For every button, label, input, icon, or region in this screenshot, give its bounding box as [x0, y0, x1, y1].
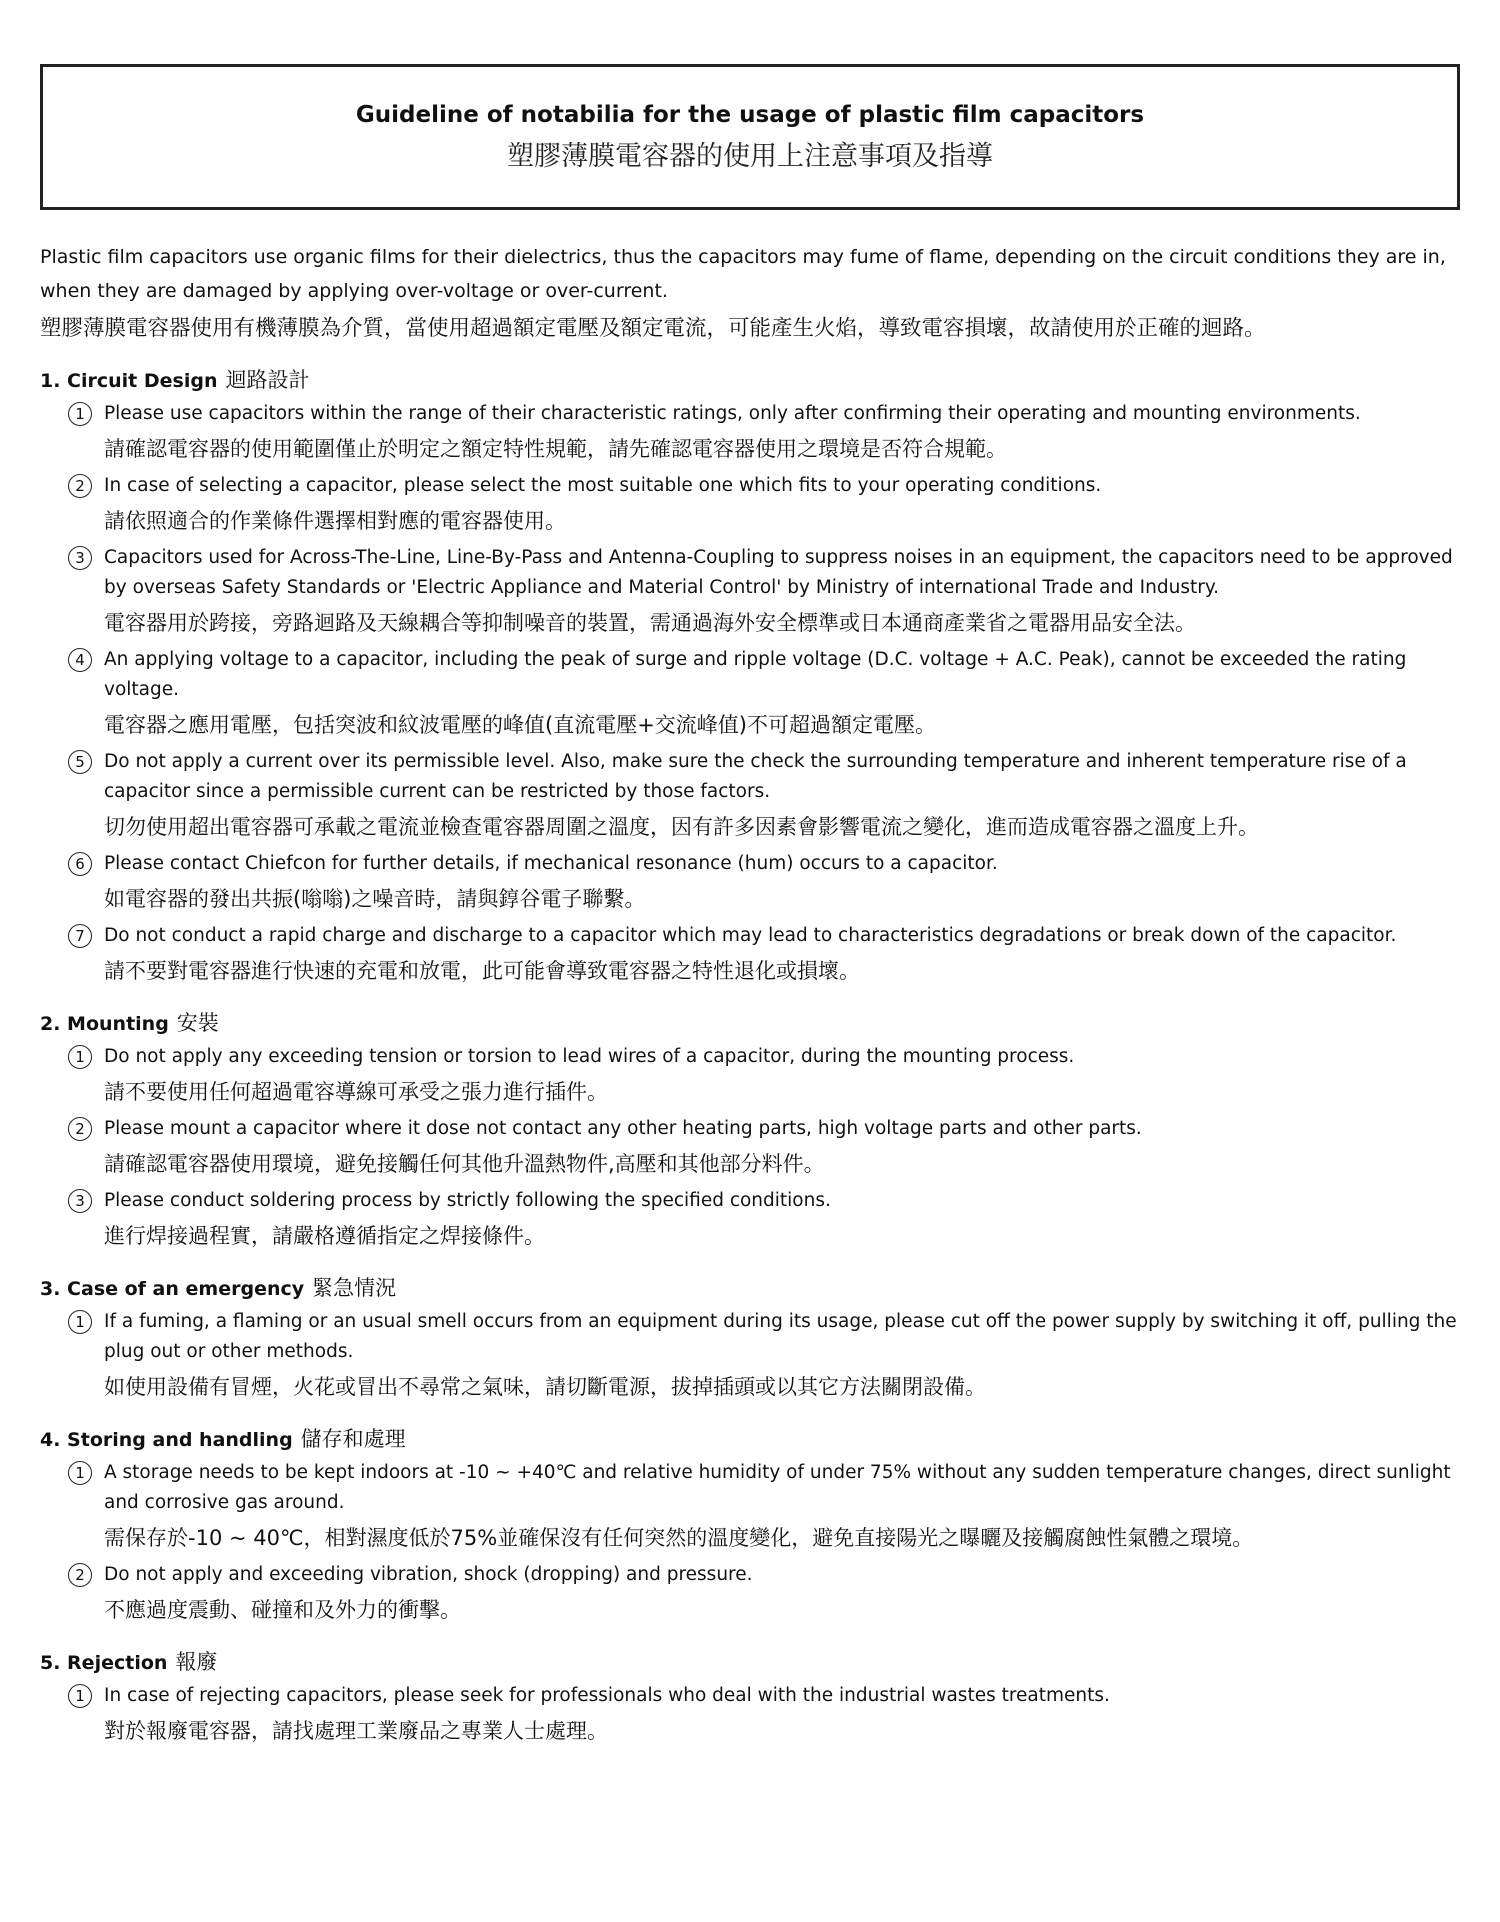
sections-container	[40, 366, 1460, 1749]
item-chinese: 請不要使用任何超過電容導線可承受之張力進行插件。	[104, 1080, 608, 1104]
section-1	[40, 366, 1460, 989]
section-heading-chinese: 緊急情況	[312, 1276, 397, 1300]
item-number-marker: 2	[68, 1117, 92, 1141]
item-number-marker: 4	[68, 648, 92, 672]
item-number-marker: 5	[68, 750, 92, 774]
section-2	[40, 1009, 1460, 1254]
item-chinese: 電容器之應用電壓，包括突波和紋波電壓的峰值(直流電壓+交流峰值)不可超過額定電壓。	[104, 713, 936, 737]
intro-chinese: 塑膠薄膜電容器使用有機薄膜為介質，當使用超過額定電壓及額定電流，可能產生火焰，導致電容損壞，故請使用於正確的迴路。	[40, 316, 1266, 341]
item-chinese: 請確認電容器的使用範圍僅止於明定之額定特性規範，請先確認電容器使用之環境是否符合規範。	[104, 437, 1007, 461]
section-heading-english: 3. Case of an emergency	[40, 1278, 305, 1300]
section-heading-chinese: 安裝	[176, 1011, 219, 1035]
item-number-marker: 3	[68, 1189, 92, 1213]
section-heading-english: 2. Mounting	[40, 1013, 169, 1035]
section-heading-chinese: 儲存和處理	[300, 1427, 406, 1451]
list-item	[40, 471, 1460, 539]
item-number-marker: 1	[68, 1684, 92, 1708]
section-heading-chinese: 報廢	[175, 1650, 218, 1674]
item-chinese: 請確認電容器使用環境，避免接觸任何其他升溫熱物件,高壓和其他部分料件。	[104, 1152, 825, 1176]
item-english: Please conduct soldering process by strictly following the specified conditions.	[104, 1190, 831, 1211]
section-heading	[40, 1009, 1460, 1038]
list-item	[40, 1560, 1460, 1628]
item-english: Please contact Chiefcon for further details, if mechanical resonance (hum) occurs to a capacitor.	[104, 853, 998, 874]
section-heading-english: 1. Circuit Design	[40, 370, 218, 392]
section-heading	[40, 1425, 1460, 1454]
section-heading-english: 4. Storing and handling	[40, 1429, 293, 1451]
section-heading	[40, 1274, 1460, 1303]
list-item	[40, 1042, 1460, 1110]
list-item	[40, 1186, 1460, 1254]
item-number-marker: 1	[68, 1461, 92, 1485]
item-chinese: 對於報廢電容器，請找處理工業廢品之專業人士處理。	[104, 1719, 608, 1743]
item-english: Please use capacitors within the range of their characteristic ratings, only after confirming their operating and mounting environments.	[104, 403, 1361, 424]
section-5	[40, 1648, 1460, 1749]
section-4	[40, 1425, 1460, 1628]
list-item	[40, 1458, 1460, 1556]
title-chinese: 塑膠薄膜電容器的使用上注意事項及指導	[507, 140, 993, 172]
item-english: Capacitors used for Across-The-Line, Line-By-Pass and Antenna-Coupling to suppress noises in an equipment, the capacitors need to be approved by overseas Safety Standards or 'Electric Appliance and Material Control' by Ministry of international Trade and Industry.	[104, 547, 1453, 598]
item-number-marker: 6	[68, 852, 92, 876]
item-english: Do not apply and exceeding vibration, shock (dropping) and pressure.	[104, 1564, 753, 1585]
list-item	[40, 849, 1460, 917]
item-english: Please mount a capacitor where it dose not contact any other heating parts, high voltage parts and other parts.	[104, 1118, 1142, 1139]
item-number-marker: 7	[68, 924, 92, 948]
item-chinese: 切勿使用超出電容器可承載之電流並檢查電容器周圍之溫度，因有許多因素會影響電流之變化，進而造成電容器之溫度上升。	[104, 815, 1259, 839]
list-item	[40, 399, 1460, 467]
item-chinese: 進行焊接過程實，請嚴格遵循指定之焊接條件。	[104, 1224, 545, 1248]
item-english: Do not apply a current over its permissible level. Also, make sure the check the surrounding temperature and inherent temperature rise of a capacitor since a permissible current can be restricted by those factors.	[104, 751, 1407, 802]
item-english: If a fuming, a flaming or an usual smell occurs from an equipment during its usage, please cut off the power supply by switching it off, pulling the plug out or other methods.	[104, 1311, 1457, 1362]
intro-english: Plastic film capacitors use organic films for their dielectrics, thus the capacitors may fume of flame, depending on the circuit conditions they are in, when they are damaged by applying over-voltage or over-current.	[40, 246, 1446, 302]
section-3	[40, 1274, 1460, 1405]
list-item	[40, 747, 1460, 845]
item-english: In case of rejecting capacitors, please seek for professionals who deal with the industrial wastes treatments.	[104, 1685, 1110, 1706]
item-chinese: 如電容器的發出共振(嗡嗡)之噪音時，請與錞谷電子聯繫。	[104, 887, 646, 911]
list-item	[40, 543, 1460, 641]
item-chinese: 請依照適合的作業條件選擇相對應的電容器使用。	[104, 509, 566, 533]
item-english: An applying voltage to a capacitor, including the peak of surge and ripple voltage (D.C. voltage + A.C. Peak), cannot be exceeded the rating voltage.	[104, 649, 1407, 700]
item-number-marker: 3	[68, 546, 92, 570]
list-item	[40, 645, 1460, 743]
item-chinese: 不應過度震動、碰撞和及外力的衝擊。	[104, 1598, 461, 1622]
section-heading-chinese: 迴路設計	[225, 368, 310, 392]
item-chinese: 如使用設備有冒煙，火花或冒出不尋常之氣味，請切斷電源，拔掉插頭或以其它方法關閉設備。	[104, 1375, 986, 1399]
item-english: A storage needs to be kept indoors at -10 ~ +40℃ and relative humidity of under 75% without any sudden temperature changes, direct sunlight and corrosive gas around.	[104, 1462, 1451, 1513]
title-english: Guideline of notabilia for the usage of plastic film capacitors	[355, 101, 1145, 128]
title-box	[40, 64, 1460, 210]
list-item	[40, 1114, 1460, 1182]
list-item	[40, 921, 1460, 989]
item-number-marker: 2	[68, 474, 92, 498]
item-number-marker: 1	[68, 1045, 92, 1069]
item-chinese: 請不要對電容器進行快速的充電和放電，此可能會導致電容器之特性退化或損壞。	[104, 959, 860, 983]
item-number-marker: 2	[68, 1563, 92, 1587]
item-english: In case of selecting a capacitor, please select the most suitable one which fits to your operating conditions.	[104, 475, 1102, 496]
item-number-marker: 1	[68, 1310, 92, 1334]
intro-paragraph	[40, 240, 1460, 346]
section-heading	[40, 1648, 1460, 1677]
list-item	[40, 1307, 1460, 1405]
section-heading-english: 5. Rejection	[40, 1652, 168, 1674]
document-page	[40, 64, 1460, 1749]
list-item	[40, 1681, 1460, 1749]
item-english: Do not apply any exceeding tension or torsion to lead wires of a capacitor, during the mounting process.	[104, 1046, 1075, 1067]
item-english: Do not conduct a rapid charge and discharge to a capacitor which may lead to characteristics degradations or break down of the capacitor.	[104, 925, 1397, 946]
item-chinese: 需保存於-10 ~ 40℃，相對濕度低於75%並確保沒有任何突然的溫度變化，避免直接陽光之曝曬及接觸腐蝕性氣體之環境。	[104, 1526, 1254, 1550]
item-number-marker: 1	[68, 402, 92, 426]
section-heading	[40, 366, 1460, 395]
item-chinese: 電容器用於跨接，旁路迴路及天線耦合等抑制噪音的裝置，需通過海外安全標準或日本通商產業省之電器用品安全法。	[104, 611, 1196, 635]
